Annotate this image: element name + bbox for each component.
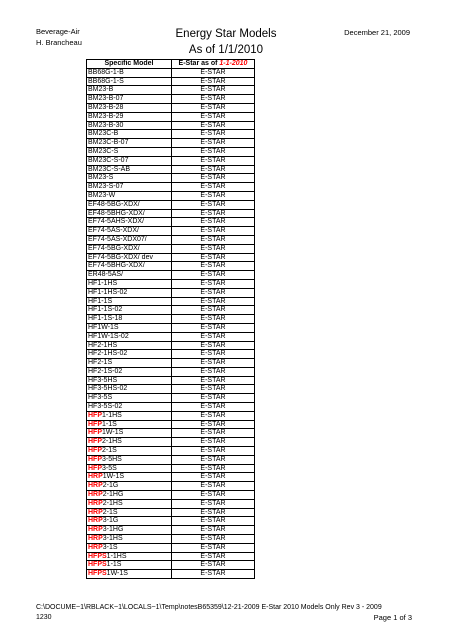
model-code: HF1-1S-02 xyxy=(88,306,123,314)
model-prefix: HFP xyxy=(88,411,102,419)
estar-status-cell: E-STAR xyxy=(172,332,255,341)
model-prefix: HRP xyxy=(88,473,103,481)
model-code: EF74-5BHG-XDX/ xyxy=(88,262,145,270)
table-row xyxy=(87,411,255,420)
estar-status-cell: E-STAR xyxy=(172,315,255,324)
column-header-estar xyxy=(172,60,255,69)
estar-status-cell: E-STAR xyxy=(172,77,255,86)
table-row xyxy=(87,447,255,456)
model-code: EF74-5AS-XDX/ xyxy=(88,227,139,235)
model-prefix: HFP xyxy=(88,455,102,463)
estar-status-cell: E-STAR xyxy=(172,359,255,368)
model-cell xyxy=(87,68,172,77)
estar-status-cell: E-STAR xyxy=(172,482,255,491)
model-cell xyxy=(87,535,172,544)
estar-status-cell: E-STAR xyxy=(172,218,255,227)
estar-status-cell: E-STAR xyxy=(172,570,255,579)
table-row xyxy=(87,359,255,368)
table-row xyxy=(87,341,255,350)
table-row xyxy=(87,253,255,262)
model-cell xyxy=(87,499,172,508)
estar-status-cell: E-STAR xyxy=(172,491,255,500)
model-code: BM23-B-30 xyxy=(88,121,124,129)
table-row xyxy=(87,429,255,438)
estar-status-cell: E-STAR xyxy=(172,103,255,112)
model-cell xyxy=(87,367,172,376)
table-row xyxy=(87,394,255,403)
estar-status-cell: E-STAR xyxy=(172,341,255,350)
model-cell xyxy=(87,359,172,368)
table-row xyxy=(87,508,255,517)
estar-status-cell: E-STAR xyxy=(172,86,255,95)
model-cell xyxy=(87,570,172,579)
model-prefix: HFP xyxy=(88,447,102,455)
table-row xyxy=(87,68,255,77)
table-body xyxy=(87,68,255,578)
model-code: 1W-1S xyxy=(102,473,125,481)
estar-status-cell: E-STAR xyxy=(172,279,255,288)
model-code: HF3-5HS-02 xyxy=(88,385,128,393)
table-row xyxy=(87,306,255,315)
estar-status-cell: E-STAR xyxy=(172,438,255,447)
model-code: BM23-B-07 xyxy=(88,95,124,103)
model-code: EF48-5BHG-XDX/ xyxy=(88,209,145,217)
estar-status-cell: E-STAR xyxy=(172,455,255,464)
model-cell xyxy=(87,332,172,341)
model-cell xyxy=(87,517,172,526)
table-header-row xyxy=(87,60,255,69)
table-row xyxy=(87,95,255,104)
table-row xyxy=(87,491,255,500)
model-cell xyxy=(87,218,172,227)
model-cell xyxy=(87,411,172,420)
estar-status-cell: E-STAR xyxy=(172,473,255,482)
estar-status-cell: E-STAR xyxy=(172,262,255,271)
company-name: Beverage-Air xyxy=(36,27,80,36)
model-prefix: HFP xyxy=(88,464,102,472)
model-code: 1-1HS xyxy=(102,411,122,419)
model-cell xyxy=(87,130,172,139)
table-row xyxy=(87,271,255,280)
model-cell xyxy=(87,95,172,104)
page-number: Page 1 of 3 xyxy=(373,613,412,622)
model-code: HF2-1HS xyxy=(88,341,118,349)
model-code: EF74-5BG-XDX/ xyxy=(88,244,140,252)
estar-status-cell: E-STAR xyxy=(172,411,255,420)
model-cell xyxy=(87,103,172,112)
model-prefix: HRP xyxy=(88,491,103,499)
estar-status-cell: E-STAR xyxy=(172,543,255,552)
table-row xyxy=(87,403,255,412)
model-cell xyxy=(87,121,172,130)
model-cell xyxy=(87,165,172,174)
model-code: 3-5HS xyxy=(102,455,122,463)
table-row xyxy=(87,156,255,165)
table-row xyxy=(87,323,255,332)
model-cell xyxy=(87,491,172,500)
table-row xyxy=(87,543,255,552)
table-row xyxy=(87,376,255,385)
model-cell xyxy=(87,112,172,121)
estar-status-cell: E-STAR xyxy=(172,385,255,394)
estar-status-cell: E-STAR xyxy=(172,209,255,218)
model-code: 1W-1S xyxy=(102,429,124,437)
estar-status-cell: E-STAR xyxy=(172,139,255,148)
table-row xyxy=(87,77,255,86)
model-code: HF1-1S xyxy=(88,297,113,305)
model-code: HF2-1S-02 xyxy=(88,367,123,375)
model-code: 2-1HG xyxy=(102,491,124,499)
estar-status-cell: E-STAR xyxy=(172,112,255,121)
model-code: BM23C-B xyxy=(88,130,119,138)
model-cell xyxy=(87,139,172,148)
model-code: 3-1G xyxy=(102,517,119,525)
table-row xyxy=(87,112,255,121)
table-row xyxy=(87,218,255,227)
estar-status-cell: E-STAR xyxy=(172,526,255,535)
model-code: EF74-5AS-XDX07/ xyxy=(88,235,147,243)
model-cell xyxy=(87,543,172,552)
model-code: EF74-5BG-XDX/ dev xyxy=(88,253,153,261)
author-name: H. Brancheau xyxy=(36,38,82,47)
model-cell xyxy=(87,262,172,271)
model-code: BM23-B-29 xyxy=(88,112,124,120)
column-header-estar-date: 1-1-2010 xyxy=(219,60,248,67)
model-cell xyxy=(87,147,172,156)
model-prefix: HFP xyxy=(88,429,102,437)
table-row xyxy=(87,121,255,130)
model-code: 1-1S xyxy=(106,561,122,569)
estar-status-cell: E-STAR xyxy=(172,165,255,174)
model-cell xyxy=(87,385,172,394)
model-cell xyxy=(87,455,172,464)
model-cell xyxy=(87,552,172,561)
model-code: 2-1S xyxy=(102,508,118,516)
table-row xyxy=(87,147,255,156)
models-table xyxy=(86,59,255,579)
estar-status-cell: E-STAR xyxy=(172,227,255,236)
model-cell xyxy=(87,561,172,570)
title-line-1: Energy Star Models xyxy=(175,28,277,40)
model-code: 3-1S xyxy=(102,543,118,551)
model-code: BB68G-1-S xyxy=(88,77,124,85)
model-code: EF74-5AHS-XDX/ xyxy=(88,218,145,226)
table-row xyxy=(87,561,255,570)
estar-status-cell: E-STAR xyxy=(172,517,255,526)
model-code: BB68G-1-B xyxy=(88,68,124,76)
model-cell xyxy=(87,394,172,403)
model-code: BM23C-B-07 xyxy=(88,139,129,147)
model-prefix: HRP xyxy=(88,499,103,507)
model-cell xyxy=(87,526,172,535)
model-cell xyxy=(87,200,172,209)
model-cell xyxy=(87,323,172,332)
column-header-model: Specific Model xyxy=(87,60,172,69)
table-row xyxy=(87,420,255,429)
model-code: 2-1G xyxy=(102,482,119,490)
model-cell xyxy=(87,403,172,412)
model-cell xyxy=(87,86,172,95)
estar-status-cell: E-STAR xyxy=(172,535,255,544)
model-cell xyxy=(87,420,172,429)
model-cell xyxy=(87,271,172,280)
estar-status-cell: E-STAR xyxy=(172,297,255,306)
footer-path-line-1: C:\DOCUME~1\RBLACK~1\LOCALS~1\Temp\notesB65359\12-21-2009 E-Star 2010 Models Only Rev 3 - 2009 xyxy=(36,604,382,611)
estar-status-cell: E-STAR xyxy=(172,323,255,332)
estar-status-cell: E-STAR xyxy=(172,183,255,192)
estar-status-cell: E-STAR xyxy=(172,561,255,570)
table-row xyxy=(87,288,255,297)
model-prefix: HFP xyxy=(88,438,102,446)
table-row xyxy=(87,262,255,271)
table-row xyxy=(87,235,255,244)
model-cell xyxy=(87,315,172,324)
title-line-2: As of 1/1/2010 xyxy=(188,44,264,56)
table-row xyxy=(87,165,255,174)
model-code: 2-1HS xyxy=(102,499,123,507)
estar-status-cell: E-STAR xyxy=(172,191,255,200)
model-prefix: HFPS xyxy=(88,552,107,560)
estar-status-cell: E-STAR xyxy=(172,68,255,77)
model-cell xyxy=(87,156,172,165)
model-code: 3-1HS xyxy=(102,535,123,543)
estar-status-cell: E-STAR xyxy=(172,271,255,280)
model-cell xyxy=(87,341,172,350)
table-row xyxy=(87,227,255,236)
model-cell xyxy=(87,244,172,253)
estar-status-cell: E-STAR xyxy=(172,95,255,104)
table-row xyxy=(87,86,255,95)
model-code: BM23C-S-07 xyxy=(88,156,129,164)
estar-status-cell: E-STAR xyxy=(172,253,255,262)
model-code: 2-1HS xyxy=(102,438,122,446)
model-code: 2-1S xyxy=(102,447,117,455)
estar-status-cell: E-STAR xyxy=(172,394,255,403)
model-code: HF2-1HS-02 xyxy=(88,350,128,358)
table-row xyxy=(87,526,255,535)
footer-path xyxy=(36,603,382,623)
estar-status-cell: E-STAR xyxy=(172,499,255,508)
model-prefix: HRP xyxy=(88,543,103,551)
model-cell xyxy=(87,174,172,183)
document-date: December 21, 2009 xyxy=(344,28,410,37)
model-code: HF2-1S xyxy=(88,359,113,367)
table-row xyxy=(87,570,255,579)
estar-status-cell: E-STAR xyxy=(172,376,255,385)
model-prefix: HFPS xyxy=(88,561,107,569)
table-row xyxy=(87,350,255,359)
model-code: 3-1HG xyxy=(102,526,124,534)
model-prefix: HRP xyxy=(88,526,103,534)
model-code: HF3-5HS xyxy=(88,376,118,384)
model-code: HF3-5S xyxy=(88,394,113,402)
model-cell xyxy=(87,235,172,244)
model-cell xyxy=(87,183,172,192)
estar-status-cell: E-STAR xyxy=(172,552,255,561)
estar-status-cell: E-STAR xyxy=(172,367,255,376)
model-code: HF1-1S-18 xyxy=(88,315,123,323)
table-row xyxy=(87,279,255,288)
model-code: HF1W-1S-02 xyxy=(88,332,129,340)
table-row xyxy=(87,535,255,544)
table-row xyxy=(87,438,255,447)
estar-status-cell: E-STAR xyxy=(172,429,255,438)
model-cell xyxy=(87,473,172,482)
model-cell xyxy=(87,209,172,218)
table-row xyxy=(87,517,255,526)
model-prefix: HFP xyxy=(88,420,102,428)
estar-status-cell: E-STAR xyxy=(172,447,255,456)
estar-status-cell: E-STAR xyxy=(172,200,255,209)
table-row xyxy=(87,200,255,209)
estar-status-cell: E-STAR xyxy=(172,403,255,412)
model-cell xyxy=(87,191,172,200)
estar-status-cell: E-STAR xyxy=(172,464,255,473)
column-header-estar-prefix: E-Star as of xyxy=(178,60,218,67)
table-row xyxy=(87,103,255,112)
estar-status-cell: E-STAR xyxy=(172,306,255,315)
model-code: BM23-B xyxy=(88,86,114,94)
model-prefix: HRP xyxy=(88,508,103,516)
model-cell xyxy=(87,482,172,491)
model-code: EF48-5BG-XDX/ xyxy=(88,200,140,208)
estar-status-cell: E-STAR xyxy=(172,420,255,429)
table-row xyxy=(87,332,255,341)
model-cell xyxy=(87,306,172,315)
table-row xyxy=(87,130,255,139)
model-prefix: HRP xyxy=(88,535,103,543)
model-cell xyxy=(87,253,172,262)
table-row xyxy=(87,552,255,561)
table-row xyxy=(87,385,255,394)
estar-status-cell: E-STAR xyxy=(172,130,255,139)
model-code: BM23-W xyxy=(88,191,116,199)
model-code: 1W-1S xyxy=(106,570,128,578)
table-row xyxy=(87,191,255,200)
model-code: BM23-S xyxy=(88,174,114,182)
table-row xyxy=(87,473,255,482)
model-cell xyxy=(87,288,172,297)
table-row xyxy=(87,499,255,508)
table-row xyxy=(87,209,255,218)
model-code: 1-1S xyxy=(102,420,117,428)
model-cell xyxy=(87,447,172,456)
model-code: HF1-1HS-02 xyxy=(88,288,128,296)
table-row xyxy=(87,464,255,473)
model-code: HF1-1HS xyxy=(88,279,118,287)
model-code: BM23C-S-AB xyxy=(88,165,131,173)
estar-status-cell: E-STAR xyxy=(172,174,255,183)
model-cell xyxy=(87,508,172,517)
table-row xyxy=(87,482,255,491)
model-code: HF3-5S-02 xyxy=(88,403,123,411)
table-row xyxy=(87,183,255,192)
estar-status-cell: E-STAR xyxy=(172,121,255,130)
table-row xyxy=(87,455,255,464)
model-cell xyxy=(87,429,172,438)
estar-status-cell: E-STAR xyxy=(172,508,255,517)
model-code: BM23-S-07 xyxy=(88,183,124,191)
estar-status-cell: E-STAR xyxy=(172,244,255,253)
table-row xyxy=(87,315,255,324)
estar-status-cell: E-STAR xyxy=(172,235,255,244)
model-prefix: HFPS xyxy=(88,570,107,578)
footer-path-line-2: 1230 xyxy=(36,614,52,621)
table-row xyxy=(87,297,255,306)
model-code: HF1W-1S xyxy=(88,323,119,331)
model-code: BM23C-S xyxy=(88,147,119,155)
table-row xyxy=(87,139,255,148)
estar-status-cell: E-STAR xyxy=(172,288,255,297)
table-row xyxy=(87,244,255,253)
model-cell xyxy=(87,350,172,359)
model-code: 1-1HS xyxy=(106,552,127,560)
model-cell xyxy=(87,77,172,86)
table-row xyxy=(87,174,255,183)
estar-status-cell: E-STAR xyxy=(172,147,255,156)
model-cell xyxy=(87,438,172,447)
model-cell xyxy=(87,227,172,236)
model-cell xyxy=(87,279,172,288)
model-cell xyxy=(87,297,172,306)
model-code: ER48-5AS/ xyxy=(88,271,124,279)
model-cell xyxy=(87,464,172,473)
model-cell xyxy=(87,376,172,385)
model-prefix: HRP xyxy=(88,517,103,525)
table-row xyxy=(87,367,255,376)
model-code: BM23-B-28 xyxy=(88,103,124,111)
estar-status-cell: E-STAR xyxy=(172,156,255,165)
estar-status-cell: E-STAR xyxy=(172,350,255,359)
model-prefix: HRP xyxy=(88,482,103,490)
model-code: 3-5S xyxy=(102,464,117,472)
